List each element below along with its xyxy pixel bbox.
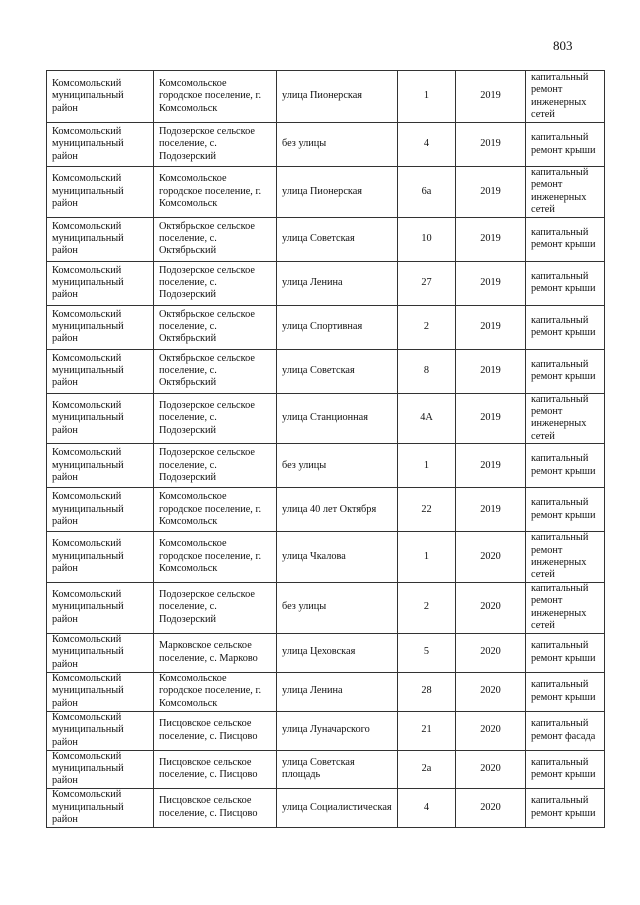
street-cell: улица Пионерская	[277, 167, 398, 218]
settlement-cell: Комсомольское городское поселение, г. Комсомольск	[154, 532, 277, 583]
district-cell: Комсомольский муниципальный район	[47, 672, 154, 711]
work-type-cell: капитальный ремонт крыши	[526, 261, 605, 305]
district-cell: Комсомольский муниципальный район	[47, 217, 154, 261]
settlement-cell: Комсомольское городское поселение, г. Комсомольск	[154, 71, 277, 123]
district-cell: Комсомольский муниципальный район	[47, 711, 154, 750]
work-type-cell: капитальный ремонт крыши	[526, 123, 605, 167]
year-cell: 2020	[456, 532, 526, 583]
district-cell: Комсомольский муниципальный район	[47, 123, 154, 167]
settlement-cell: Октябрьское сельское поселение, с. Октябрьский	[154, 217, 277, 261]
work-type-cell: капитальный ремонт крыши	[526, 488, 605, 532]
district-cell: Комсомольский муниципальный район	[47, 444, 154, 488]
district-cell: Комсомольский муниципальный район	[47, 71, 154, 123]
house-number-cell: 10	[398, 217, 456, 261]
year-cell: 2020	[456, 711, 526, 750]
table-row	[47, 750, 605, 788]
street-cell: улица Станционная	[277, 393, 398, 444]
year-cell: 2019	[456, 444, 526, 488]
district-cell: Комсомольский муниципальный район	[47, 349, 154, 393]
street-cell: улица Социалистическая	[277, 788, 398, 827]
work-type-cell: капитальный ремонт инженерных сетей	[526, 167, 605, 218]
year-cell: 2019	[456, 488, 526, 532]
table-row	[47, 217, 605, 261]
house-number-cell: 4	[398, 123, 456, 167]
work-type-cell: капитальный ремонт крыши	[526, 217, 605, 261]
work-type-cell: капитальный ремонт фасада	[526, 711, 605, 750]
settlement-cell: Комсомольское городское поселение, г. Комсомольск	[154, 488, 277, 532]
house-number-cell: 2	[398, 582, 456, 633]
street-cell: без улицы	[277, 444, 398, 488]
house-number-cell: 2а	[398, 750, 456, 788]
table-row	[47, 711, 605, 750]
district-cell: Комсомольский муниципальный район	[47, 488, 154, 532]
street-cell: улица Пионерская	[277, 71, 398, 123]
year-cell: 2020	[456, 750, 526, 788]
street-cell: улица Советская	[277, 217, 398, 261]
page-number: 803	[553, 38, 573, 53]
year-cell: 2020	[456, 633, 526, 672]
year-cell: 2020	[456, 582, 526, 633]
district-cell: Комсомольский муниципальный район	[47, 167, 154, 218]
house-number-cell: 1	[398, 532, 456, 583]
street-cell: улица Чкалова	[277, 532, 398, 583]
work-type-cell: капитальный ремонт крыши	[526, 788, 605, 827]
table-row	[47, 261, 605, 305]
house-number-cell: 27	[398, 261, 456, 305]
house-number-cell: 22	[398, 488, 456, 532]
settlement-cell: Подозерское сельское поселение, с. Подозерский	[154, 444, 277, 488]
house-number-cell: 1	[398, 444, 456, 488]
year-cell: 2019	[456, 217, 526, 261]
settlement-cell: Подозерское сельское поселение, с. Подозерский	[154, 582, 277, 633]
district-cell: Комсомольский муниципальный район	[47, 261, 154, 305]
year-cell: 2019	[456, 123, 526, 167]
table-row	[47, 444, 605, 488]
work-type-cell: капитальный ремонт крыши	[526, 750, 605, 788]
settlement-cell: Октябрьское сельское поселение, с. Октябрьский	[154, 305, 277, 349]
house-number-cell: 4А	[398, 393, 456, 444]
table-row	[47, 305, 605, 349]
table-row	[47, 532, 605, 583]
settlement-cell: Марковское сельское поселение, с. Марково	[154, 633, 277, 672]
table-row	[47, 582, 605, 633]
work-type-cell: капитальный ремонт инженерных сетей	[526, 532, 605, 583]
work-type-cell: капитальный ремонт крыши	[526, 349, 605, 393]
year-cell: 2019	[456, 167, 526, 218]
district-cell: Комсомольский муниципальный район	[47, 582, 154, 633]
settlement-cell: Октябрьское сельское поселение, с. Октябрьский	[154, 349, 277, 393]
work-type-cell: капитальный ремонт крыши	[526, 672, 605, 711]
house-number-cell: 21	[398, 711, 456, 750]
street-cell: без улицы	[277, 582, 398, 633]
district-cell: Комсомольский муниципальный район	[47, 788, 154, 827]
work-type-cell: капитальный ремонт крыши	[526, 444, 605, 488]
street-cell: улица Советская площадь	[277, 750, 398, 788]
street-cell: улица Ленина	[277, 672, 398, 711]
table-row	[47, 672, 605, 711]
table-row	[47, 633, 605, 672]
housing-repair-table	[46, 70, 605, 828]
settlement-cell: Подозерское сельское поселение, с. Подозерский	[154, 123, 277, 167]
house-number-cell: 2	[398, 305, 456, 349]
year-cell: 2019	[456, 261, 526, 305]
district-cell: Комсомольский муниципальный район	[47, 532, 154, 583]
table-row	[47, 71, 605, 123]
street-cell: улица Луначарского	[277, 711, 398, 750]
year-cell: 2019	[456, 305, 526, 349]
settlement-cell: Подозерское сельское поселение, с. Подозерский	[154, 261, 277, 305]
house-number-cell: 1	[398, 71, 456, 123]
street-cell: улица Советская	[277, 349, 398, 393]
work-type-cell: капитальный ремонт инженерных сетей	[526, 71, 605, 123]
settlement-cell: Писцовское сельское поселение, с. Писцово	[154, 750, 277, 788]
street-cell: без улицы	[277, 123, 398, 167]
work-type-cell: капитальный ремонт крыши	[526, 305, 605, 349]
street-cell: улица 40 лет Октября	[277, 488, 398, 532]
work-type-cell: капитальный ремонт крыши	[526, 633, 605, 672]
district-cell: Комсомольский муниципальный район	[47, 305, 154, 349]
year-cell: 2019	[456, 349, 526, 393]
house-number-cell: 4	[398, 788, 456, 827]
table-row	[47, 167, 605, 218]
settlement-cell: Писцовское сельское поселение, с. Писцово	[154, 711, 277, 750]
settlement-cell: Комсомольское городское поселение, г. Комсомольск	[154, 672, 277, 711]
street-cell: улица Цеховская	[277, 633, 398, 672]
year-cell: 2019	[456, 393, 526, 444]
house-number-cell: 28	[398, 672, 456, 711]
table-row	[47, 488, 605, 532]
year-cell: 2020	[456, 788, 526, 827]
table-row	[47, 788, 605, 827]
year-cell: 2019	[456, 71, 526, 123]
table-row	[47, 123, 605, 167]
work-type-cell: капитальный ремонт инженерных сетей	[526, 393, 605, 444]
street-cell: улица Спортивная	[277, 305, 398, 349]
house-number-cell: 6а	[398, 167, 456, 218]
house-number-cell: 5	[398, 633, 456, 672]
district-cell: Комсомольский муниципальный район	[47, 750, 154, 788]
settlement-cell: Подозерское сельское поселение, с. Подозерский	[154, 393, 277, 444]
year-cell: 2020	[456, 672, 526, 711]
work-type-cell: капитальный ремонт инженерных сетей	[526, 582, 605, 633]
street-cell: улица Ленина	[277, 261, 398, 305]
table-row	[47, 349, 605, 393]
district-cell: Комсомольский муниципальный район	[47, 393, 154, 444]
house-number-cell: 8	[398, 349, 456, 393]
settlement-cell: Комсомольское городское поселение, г. Комсомольск	[154, 167, 277, 218]
district-cell: Комсомольский муниципальный район	[47, 633, 154, 672]
settlement-cell: Писцовское сельское поселение, с. Писцово	[154, 788, 277, 827]
table-row	[47, 393, 605, 444]
